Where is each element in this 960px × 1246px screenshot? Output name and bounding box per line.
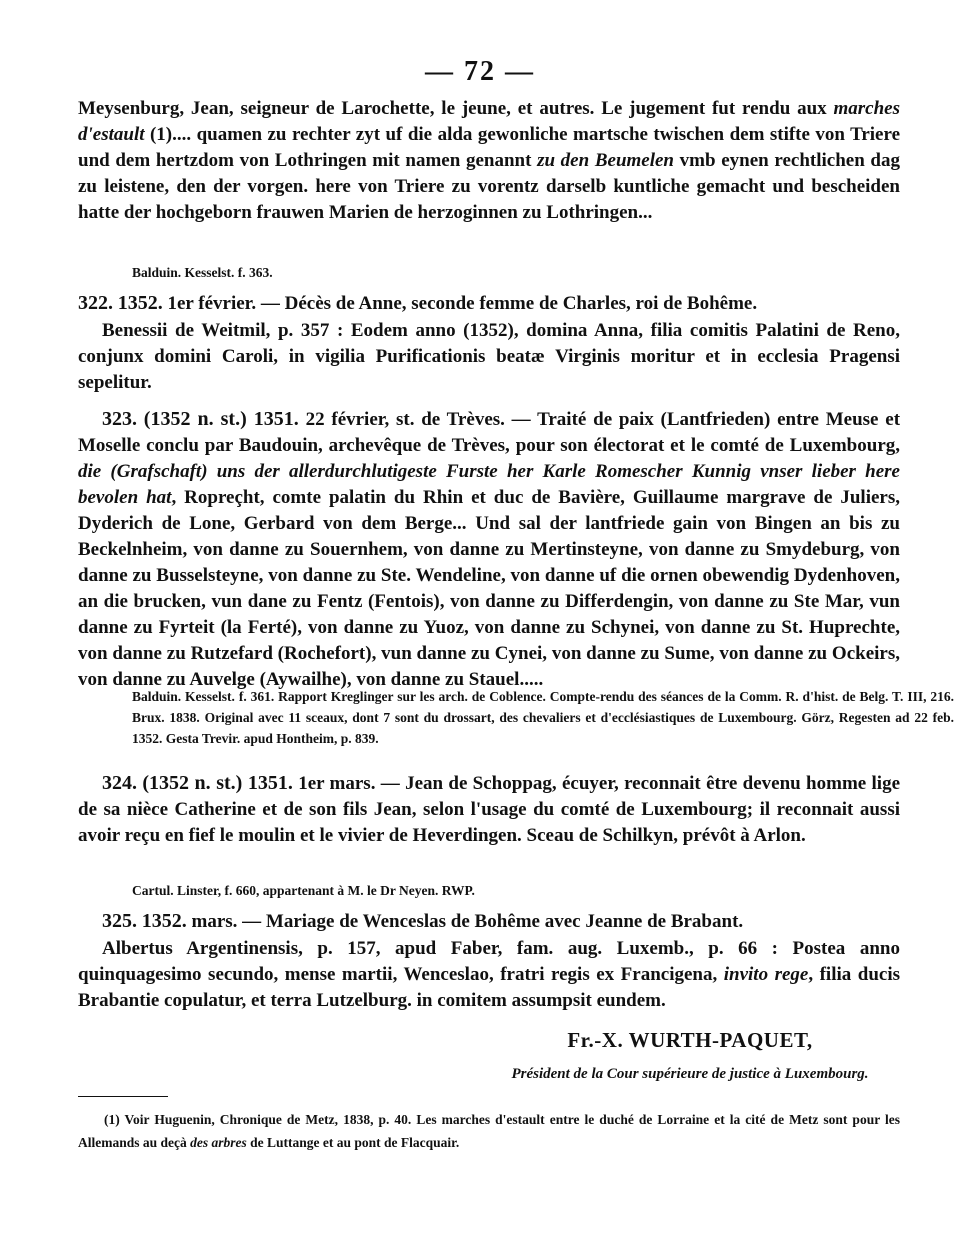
entry-title: 1er février. — Décès de Anne, seconde femme de Charles, roi de Bohême. (162, 293, 758, 314)
entry-322-text: Benessii de Weitmil, p. 357 : Eodem anno (1352), domina Anna, filia comitis Palatini de Reno, conjunx domini Caroli, in vigilia Purificationis beatæ Virginis moritur et in ecclesia Pragensi sepelitur. (78, 320, 900, 393)
entry-325-heading (78, 908, 900, 935)
entry-323-source: Balduin. Kesselst. f. 361. Rapport Kreglinger sur les arch. de Coblence. Compte-rendu des séances de la Comm. R. d'hist. de Belg. T. III, 216. Brux. 1838. Original avec 11 sceaux, dont 7 sont du drossart, des chevaliers et d'ecclésiastiques de Luxembourg. Görz, Regesten ad 22 feb. 1352. Gesta Trevir. apud Hontheim, p. 839. (132, 689, 954, 746)
entry-year: (1352 n. st.) 1351. (143, 408, 299, 430)
entry-number: 325. (102, 910, 137, 932)
intro-source: Balduin. Kesselst. f. 363. (132, 265, 273, 280)
intro-text-2: .... quamen zu rechter zyt uf die alda gewonliche martsche twischen dem stifte von Triere und dem hertzdom von Lothringen mit namen genannt (78, 124, 900, 171)
entry-year: (1352 n. st.) 1351. (142, 772, 293, 794)
entry-year: 1352. (117, 292, 163, 314)
entry-number: 322. (78, 292, 113, 314)
entry-title-cont: , Ropreçht, comte palatin du Rhin et duc de Bavière, Guillaume margrave de Juliers, Dyderich de Lone, Gerbard von dem Berge... Und sal der lantfriede gain von Bingen an bis zu Beckelnheim, von danne zu Souernhem, von danne zu Mertinsteyne, von danne zu Smydeburg, von danne zu Busselsteyne, von danne zu Ste. Wendeline, von danne uf die ornen obewendig Dydenhoven, an die brucken, vun dane zu Fentz (Fentois), von danne zu Differdengin, von danne zu Ste Mar, vun danne zu Fyrteit (la Ferté), von danne zu Yuoz, von danne zu Schynei, von danne zu St. Huprechte, von danne zu Rutzefard (Rochefort), vun danne zu Cynei, von danne zu Sume, von danne zu Ockeirs, von danne zu Auvelge (Aywailhe), von danne zu Stauel..... (78, 487, 901, 690)
signature-title: Président de la Cour supérieure de justice à Luxembourg. (511, 1066, 869, 1082)
entry-322-heading (78, 290, 900, 317)
entry-325-italic: invito rege (723, 964, 809, 985)
footnote-text-b: de Luttange et au pont de Flacquair. (246, 1135, 460, 1150)
footnote-text-a: (1) Voir Huguenin, Chronique de Metz, 1838, p. 40. Les marches d'estault entre le duché de Lorraine et la cité de Metz sont pour les Allemands au deçà (78, 1112, 900, 1150)
entry-italic-quote: die (Grafschaft) uns der allerdurchlutigeste Furste her Karle Romescher Kunnig vnser lieber here bevolen hat (78, 461, 900, 508)
footnote-ref[interactable]: (1) (144, 124, 173, 145)
signature-name: Fr.-X. WURTH-PAQUET, (567, 1028, 813, 1052)
intro-italic-1: marches d'estault (78, 98, 900, 145)
entry-325-text (78, 936, 900, 1014)
intro-text-1: Meysenburg, Jean, seigneur de Larochette, le jeune, et autres. Le jugement fut rendu aux (78, 98, 834, 119)
footnote-italic: des arbres (190, 1135, 247, 1150)
intro-paragraph (78, 96, 900, 226)
entry-number: 323. (102, 408, 137, 430)
intro-italic-2: zu den Beumelen (537, 150, 674, 171)
footnote-text (78, 1108, 900, 1154)
page-number: — 72 — (425, 56, 535, 87)
entry-number: 324. (102, 772, 137, 794)
entry-title: 22 février, st. de Trèves. — Traité de paix (Lantfrieden) entre Meuse et Moselle conclu par Baudouin, archevêque de Trèves, pour son électorat et le comté de Luxembourg, (78, 409, 901, 456)
intro-text-3: vmb eynen rechtlichen dag zu leistene, den der vorgen. here von Triere zu vorentz darselb kuntliche gemacht und bescheiden hatte der hochgeborn frauwen Marien de herzoginnen zu Lothringen... (78, 150, 900, 223)
entry-324-source: Cartul. Linster, f. 660, appartenant à M. le Dr Neyen. RWP. (132, 883, 475, 898)
footnote (78, 1108, 900, 1154)
entry-325-text-b: , filia ducis Brabantie copulatur, et terra Lutzelburg. in comitem assumpsit eundem. (78, 964, 901, 1011)
entry-title: 1er mars. — Jean de Schoppag, écuyer, reconnait être devenu homme lige de sa nièce Catherine et de son fils Jean, selon l'usage du comté de Luxembourg; il reconnait aussi avoir reçu en fief le moulin et le vivier de Heverdingen. Sceau de Schilkyn, prévôt à Arlon. (78, 773, 901, 846)
entry-title: mars. — Mariage de Wenceslas de Bohême avec Jeanne de Brabant. (186, 911, 744, 932)
entry-325-text-a: Albertus Argentinensis, p. 157, apud Faber, fam. aug. Luxemb., p. 66 : Postea anno quinquagesimo secundo, mense martii, Wenceslao, fratri regis ex Francigena, (78, 938, 900, 985)
footnote-divider (78, 1096, 168, 1097)
entry-324-heading (78, 770, 900, 849)
entry-year: 1352. (141, 910, 187, 932)
entry-323-heading (78, 406, 900, 693)
